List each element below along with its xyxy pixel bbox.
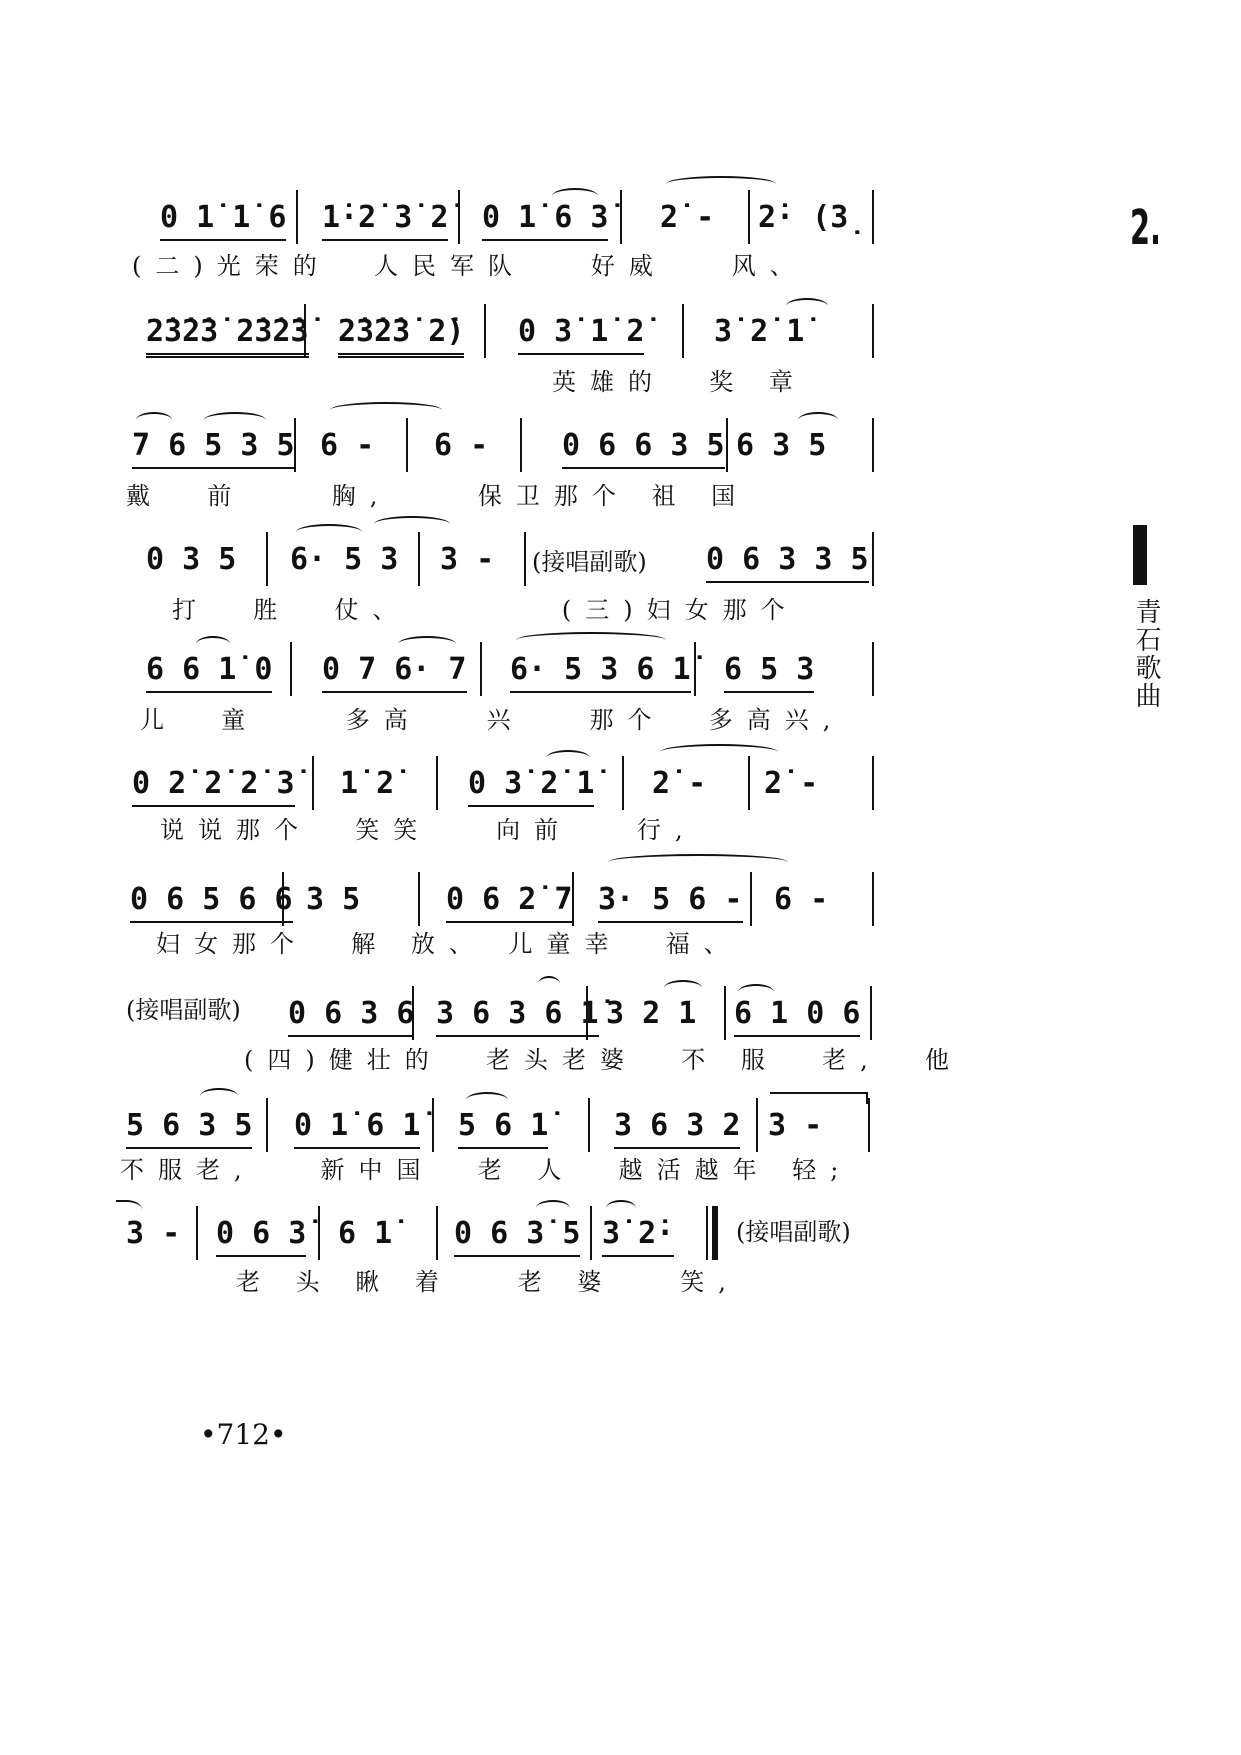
barline	[572, 872, 574, 926]
barline	[290, 642, 292, 696]
barline	[480, 642, 482, 696]
measure: 2̇3̇2̇3̇ 2̇)	[338, 312, 464, 358]
barline	[872, 532, 874, 586]
final-barline	[706, 1206, 718, 1260]
measure: 6 -	[774, 882, 829, 917]
barline	[318, 1206, 320, 1260]
measure: 2̇ -	[764, 766, 819, 801]
measure: 7 6 5 3 5	[132, 426, 295, 469]
slur	[664, 980, 702, 996]
barline	[682, 304, 684, 358]
barline	[872, 304, 874, 358]
barline	[622, 756, 624, 810]
lyric-line: 妇女那个 解 放、 儿童幸 福、	[156, 930, 742, 958]
barline	[872, 642, 874, 696]
slur	[552, 188, 598, 204]
barline	[748, 190, 750, 244]
measure: 6 5 3	[724, 650, 814, 693]
aside-label: (接唱副歌)	[532, 548, 647, 576]
barline	[418, 532, 420, 586]
barline	[304, 304, 306, 358]
barline	[724, 986, 726, 1040]
measure: 0 3̇ 2̇ 1̇	[468, 764, 594, 807]
barline	[266, 532, 268, 586]
barline	[312, 756, 314, 810]
slur	[200, 1088, 238, 1104]
barline	[458, 190, 460, 244]
slur	[546, 750, 590, 766]
lyric-row	[0, 1262, 1241, 1322]
slur	[738, 984, 774, 1000]
slur	[398, 636, 456, 652]
measure: 6 1 0 6	[734, 994, 860, 1037]
measure: 2̇· (3̣	[758, 200, 867, 235]
slur	[516, 632, 666, 648]
barline	[196, 1206, 198, 1260]
barline	[524, 532, 526, 586]
lyric-line: 儿 童 多高 兴 那个 多高兴,	[140, 706, 845, 734]
barline	[484, 304, 486, 358]
corner-mark: 2.	[1130, 200, 1161, 256]
measure: 1̇·2̇ 3̇ 2̇	[322, 198, 448, 241]
measure: 0 6 3 6	[288, 994, 414, 1037]
lyric-row	[0, 476, 1241, 536]
measure: 0 2̇ 2̇ 2̇ 3̇	[132, 764, 295, 807]
measure: 2̇3̇2̇3̇ 2̇3̇2̇3̇	[146, 312, 309, 358]
measure: 0 6 3̇ 5	[454, 1214, 580, 1257]
measure: 0 6 2̇ 7	[446, 880, 572, 923]
lyric-line: (四)健壮的 老头老婆 不 服 老, 他	[244, 1046, 964, 1074]
measure: 0 3 5	[146, 542, 237, 577]
lyric-line: 打 胜 仗、 (三)妇女那个	[172, 596, 799, 624]
page-number: •712•	[200, 1418, 287, 1451]
measure: 6 6 1̇ 0	[146, 650, 272, 693]
barline	[296, 190, 298, 244]
aside-label: (接唱副歌)	[736, 1218, 851, 1246]
barline	[750, 872, 752, 926]
barline	[432, 1098, 434, 1152]
slur	[608, 854, 788, 870]
slur	[606, 1200, 636, 1216]
measure: 0 1̇ 6 1̇	[294, 1106, 420, 1149]
lyric-line: 戴 前 胸, 保卫那个 祖 国	[126, 482, 750, 510]
measure: 0 6 3̇	[216, 1214, 306, 1257]
slur	[136, 412, 172, 428]
slur	[204, 412, 266, 428]
barline	[870, 986, 872, 1040]
barline	[756, 1098, 758, 1152]
measure: 6· 5 3	[290, 542, 399, 577]
measure: 2̇ -	[652, 766, 707, 801]
measure: 3 -	[126, 1216, 181, 1251]
side-tab-label: 青石歌曲	[1131, 598, 1161, 710]
measure: 6 1̇	[338, 1216, 393, 1251]
measure: 2̇ -	[660, 200, 715, 235]
lyric-row	[0, 1040, 1241, 1100]
slur	[798, 412, 838, 428]
lyric-line: 英雄的 奖 章	[552, 368, 807, 396]
measure: 3 -	[768, 1108, 823, 1143]
lyric-row	[0, 362, 1241, 422]
measure: 3 -	[440, 542, 495, 577]
slur	[330, 402, 442, 418]
barline	[406, 418, 408, 472]
lyric-line: 说说那个 笑笑 向前 行,	[160, 816, 697, 844]
measure: 3 6 3 2	[614, 1106, 740, 1149]
barline	[266, 1098, 268, 1152]
barline	[436, 756, 438, 810]
slur	[660, 744, 778, 760]
lyric-line: 老 头 瞅 着 老 婆 笑,	[236, 1268, 740, 1296]
measure: 3 6 3 6 1̇	[436, 994, 599, 1037]
measure: 3· 5 6 -	[598, 880, 743, 923]
barline	[726, 418, 728, 472]
barline	[868, 1098, 870, 1152]
slur	[296, 524, 362, 540]
slur	[786, 298, 828, 314]
barline	[590, 1206, 592, 1260]
slur	[538, 976, 560, 992]
measure: 3 2 1	[606, 996, 697, 1031]
barline	[694, 642, 696, 696]
measure: 5 6 3 5	[126, 1106, 252, 1149]
lyric-row	[0, 924, 1241, 984]
barline	[520, 418, 522, 472]
measure: 3 5	[306, 882, 361, 917]
lyric-line: (二)光荣的 人民军队 好威 风、	[132, 252, 808, 280]
measure: 0 6 5 6 6	[130, 880, 293, 923]
barline	[588, 1098, 590, 1152]
barline	[418, 872, 420, 926]
measure: 0 6 6 3 5	[562, 426, 725, 469]
lyric-row	[0, 700, 1241, 760]
barline	[872, 190, 874, 244]
measure: 0 1̇ 6 3̇	[482, 198, 608, 241]
measure: 6· 5 3 6 1̇	[510, 650, 691, 693]
barline	[872, 756, 874, 810]
measure: 6 -	[434, 428, 489, 463]
measure: 0 3̇ 1̇ 2̇	[518, 312, 644, 355]
measure: 3̇ 2̇ 1̇	[714, 314, 805, 349]
barline	[748, 756, 750, 810]
slur	[536, 1200, 570, 1216]
measure: 6 3 5	[736, 428, 827, 463]
barline	[412, 986, 414, 1040]
slur	[466, 1092, 508, 1108]
barline	[436, 1206, 438, 1260]
barline	[282, 872, 284, 926]
barline	[586, 986, 588, 1040]
measure: 0 7 6· 7	[322, 650, 467, 693]
slur	[196, 636, 230, 652]
barline	[294, 418, 296, 472]
measure: 1̇ 2̇	[340, 766, 395, 801]
slur	[770, 1092, 868, 1104]
measure: 5 6 1̇	[458, 1106, 548, 1149]
barline	[872, 418, 874, 472]
measure: 6 -	[320, 428, 375, 463]
aside-label: (接唱副歌)	[126, 996, 241, 1024]
measure: 3̇ 2̇·	[602, 1214, 674, 1257]
measure: 0 6 3 3 5	[706, 540, 869, 583]
slur	[374, 516, 450, 532]
measure: 0 1̇ 1̇ 6	[160, 198, 286, 241]
lyric-row	[0, 246, 1241, 306]
barline	[620, 190, 622, 244]
barline	[872, 872, 874, 926]
lyric-line: 不服老, 新中国 老 人 越活越年 轻;	[120, 1156, 853, 1184]
slur	[666, 176, 776, 192]
